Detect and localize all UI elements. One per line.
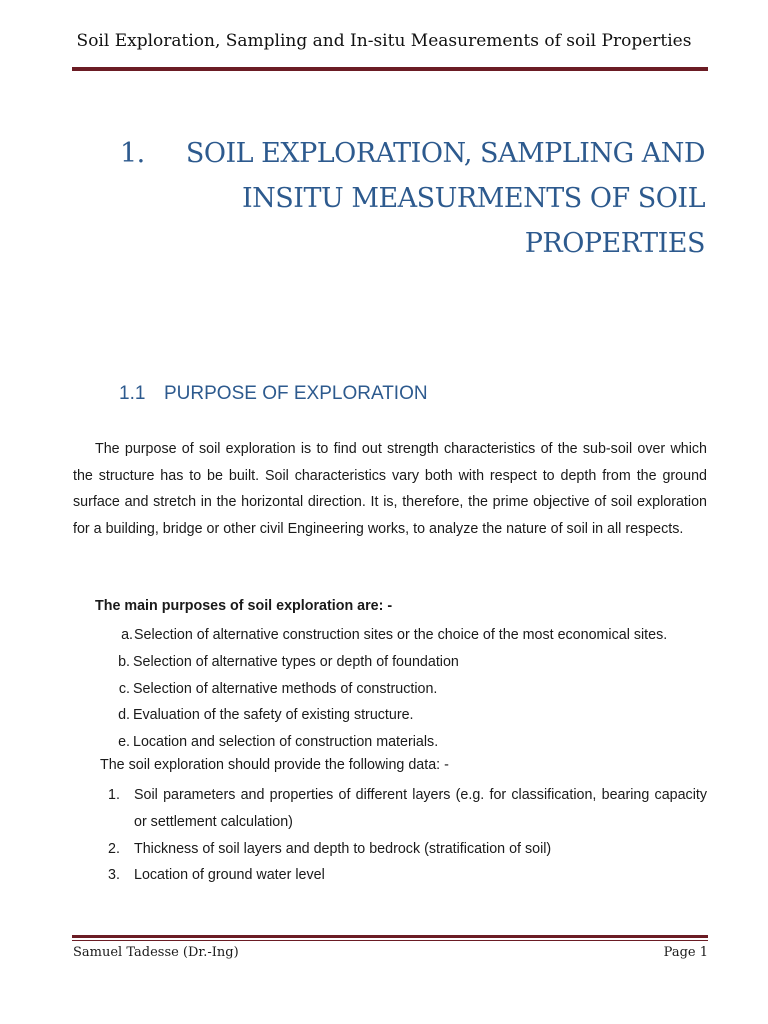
list-item [100, 782, 707, 836]
footer-rule [72, 935, 708, 938]
list-item-text: Location of ground water level [134, 867, 325, 884]
list-item [100, 836, 707, 863]
purposes-lead: The main purposes of soil exploration are: - [95, 598, 393, 614]
list-item [100, 862, 707, 889]
list-item-text: Selection of alternative methods of construction. [133, 680, 438, 697]
section-heading [119, 383, 428, 405]
chapter-title-line-3: PROPERTIES [524, 228, 705, 259]
data-required-list [100, 782, 707, 889]
list-item-text: Location and selection of construction materials. [133, 734, 439, 751]
list-item [100, 729, 708, 756]
list-marker: c. [118, 680, 130, 697]
footer-page-number: Page 1 [663, 945, 708, 960]
list-marker: 1. [108, 787, 120, 803]
list-item [100, 649, 708, 676]
footer-rule-thin [72, 940, 708, 941]
chapter-title [120, 131, 705, 266]
list-marker: b. [118, 653, 130, 670]
purposes-list [100, 622, 708, 756]
list-marker: a. [121, 627, 133, 643]
list-item [100, 622, 708, 649]
list-marker: 3. [108, 867, 120, 884]
list-item [100, 702, 708, 729]
section-number: 1.1 [119, 383, 146, 404]
list-item-text: Selection of alternative construction sites or the choice of the most economical sites. [134, 627, 668, 643]
list-item-text: Selection of alternative types or depth of foundation [133, 653, 459, 670]
list-item-text: Thickness of soil layers and depth to bedrock (stratification of soil) [134, 840, 552, 857]
list-item-text: Soil parameters and properties of different layers (e.g. for classification, bearing capacity or settlement calculation) [134, 787, 707, 830]
header-rule [72, 67, 708, 71]
chapter-title-line-2: INSITU MEASURMENTS OF SOIL [242, 183, 705, 214]
list-item-text: Evaluation of the safety of existing structure. [133, 707, 414, 724]
section-title: PURPOSE OF EXPLORATION [164, 383, 428, 404]
running-header: Soil Exploration, Sampling and In-situ Measurements of soil Properties [76, 31, 692, 51]
footer-author: Samuel Tadesse (Dr.-Ing) [73, 945, 239, 960]
body-paragraph: The purpose of soil exploration is to find out strength characteristics of the sub-soil over which the structure has to be built. Soil characteristics vary both with respect to depth from the ground surface and stretch in the horizontal direction. It is, therefore, the prime objective of soil exploration for a building, bridge or other civil Engineering works, to analyze the nature of soil in all respects. [73, 441, 707, 537]
data-required-lead: The soil exploration should provide the following data: - [100, 757, 449, 773]
list-item [100, 676, 708, 703]
chapter-title-line-1: SOIL EXPLORATION, SAMPLING AND [185, 138, 705, 169]
list-marker: d. [118, 707, 130, 724]
list-marker: e. [118, 734, 130, 751]
list-marker: 2. [108, 840, 120, 857]
chapter-number: 1. [120, 138, 145, 169]
